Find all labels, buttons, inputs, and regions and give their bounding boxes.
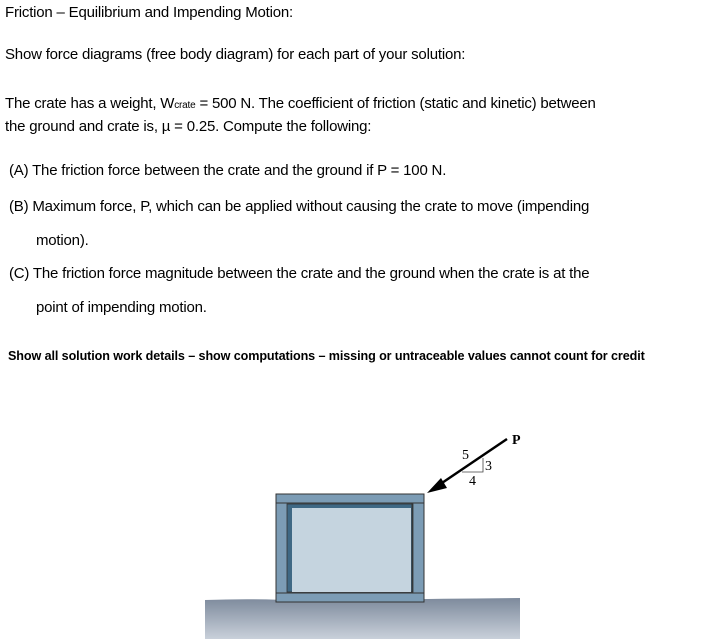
subscript: crate: [174, 100, 196, 111]
part-b-cont: motion).: [36, 232, 89, 249]
slope-hyp-label: 5: [462, 448, 469, 463]
part-c-cont: point of impending motion.: [36, 299, 207, 316]
problem-line-2: the ground and crate is, µ = 0.25. Compute the following:: [5, 118, 372, 135]
slope-rise-label: 3: [485, 459, 492, 474]
force-label: P: [512, 433, 521, 448]
slope-run-label: 4: [469, 474, 476, 489]
part-c: (C) The friction force magnitude between the crate and the ground when the crate is at the: [9, 265, 590, 282]
title: Friction – Equilibrium and Impending Motion:: [5, 4, 294, 21]
part-b: (B) Maximum force, P, which can be applied without causing the crate to move (impending: [9, 198, 590, 215]
crate: [276, 494, 424, 602]
text: = 500 N. The coefficient of friction (static and kinetic) between: [195, 95, 596, 112]
instruction: Show force diagrams (free body diagram) for each part of your solution:: [5, 46, 466, 63]
part-a: (A) The friction force between the crate and the ground if P = 100 N.: [9, 162, 447, 179]
credit-note: Show all solution work details – show computations – missing or untraceable values cannot count for credit: [8, 349, 645, 363]
text: The crate has a weight, W: [5, 95, 175, 112]
ground: [205, 598, 520, 639]
